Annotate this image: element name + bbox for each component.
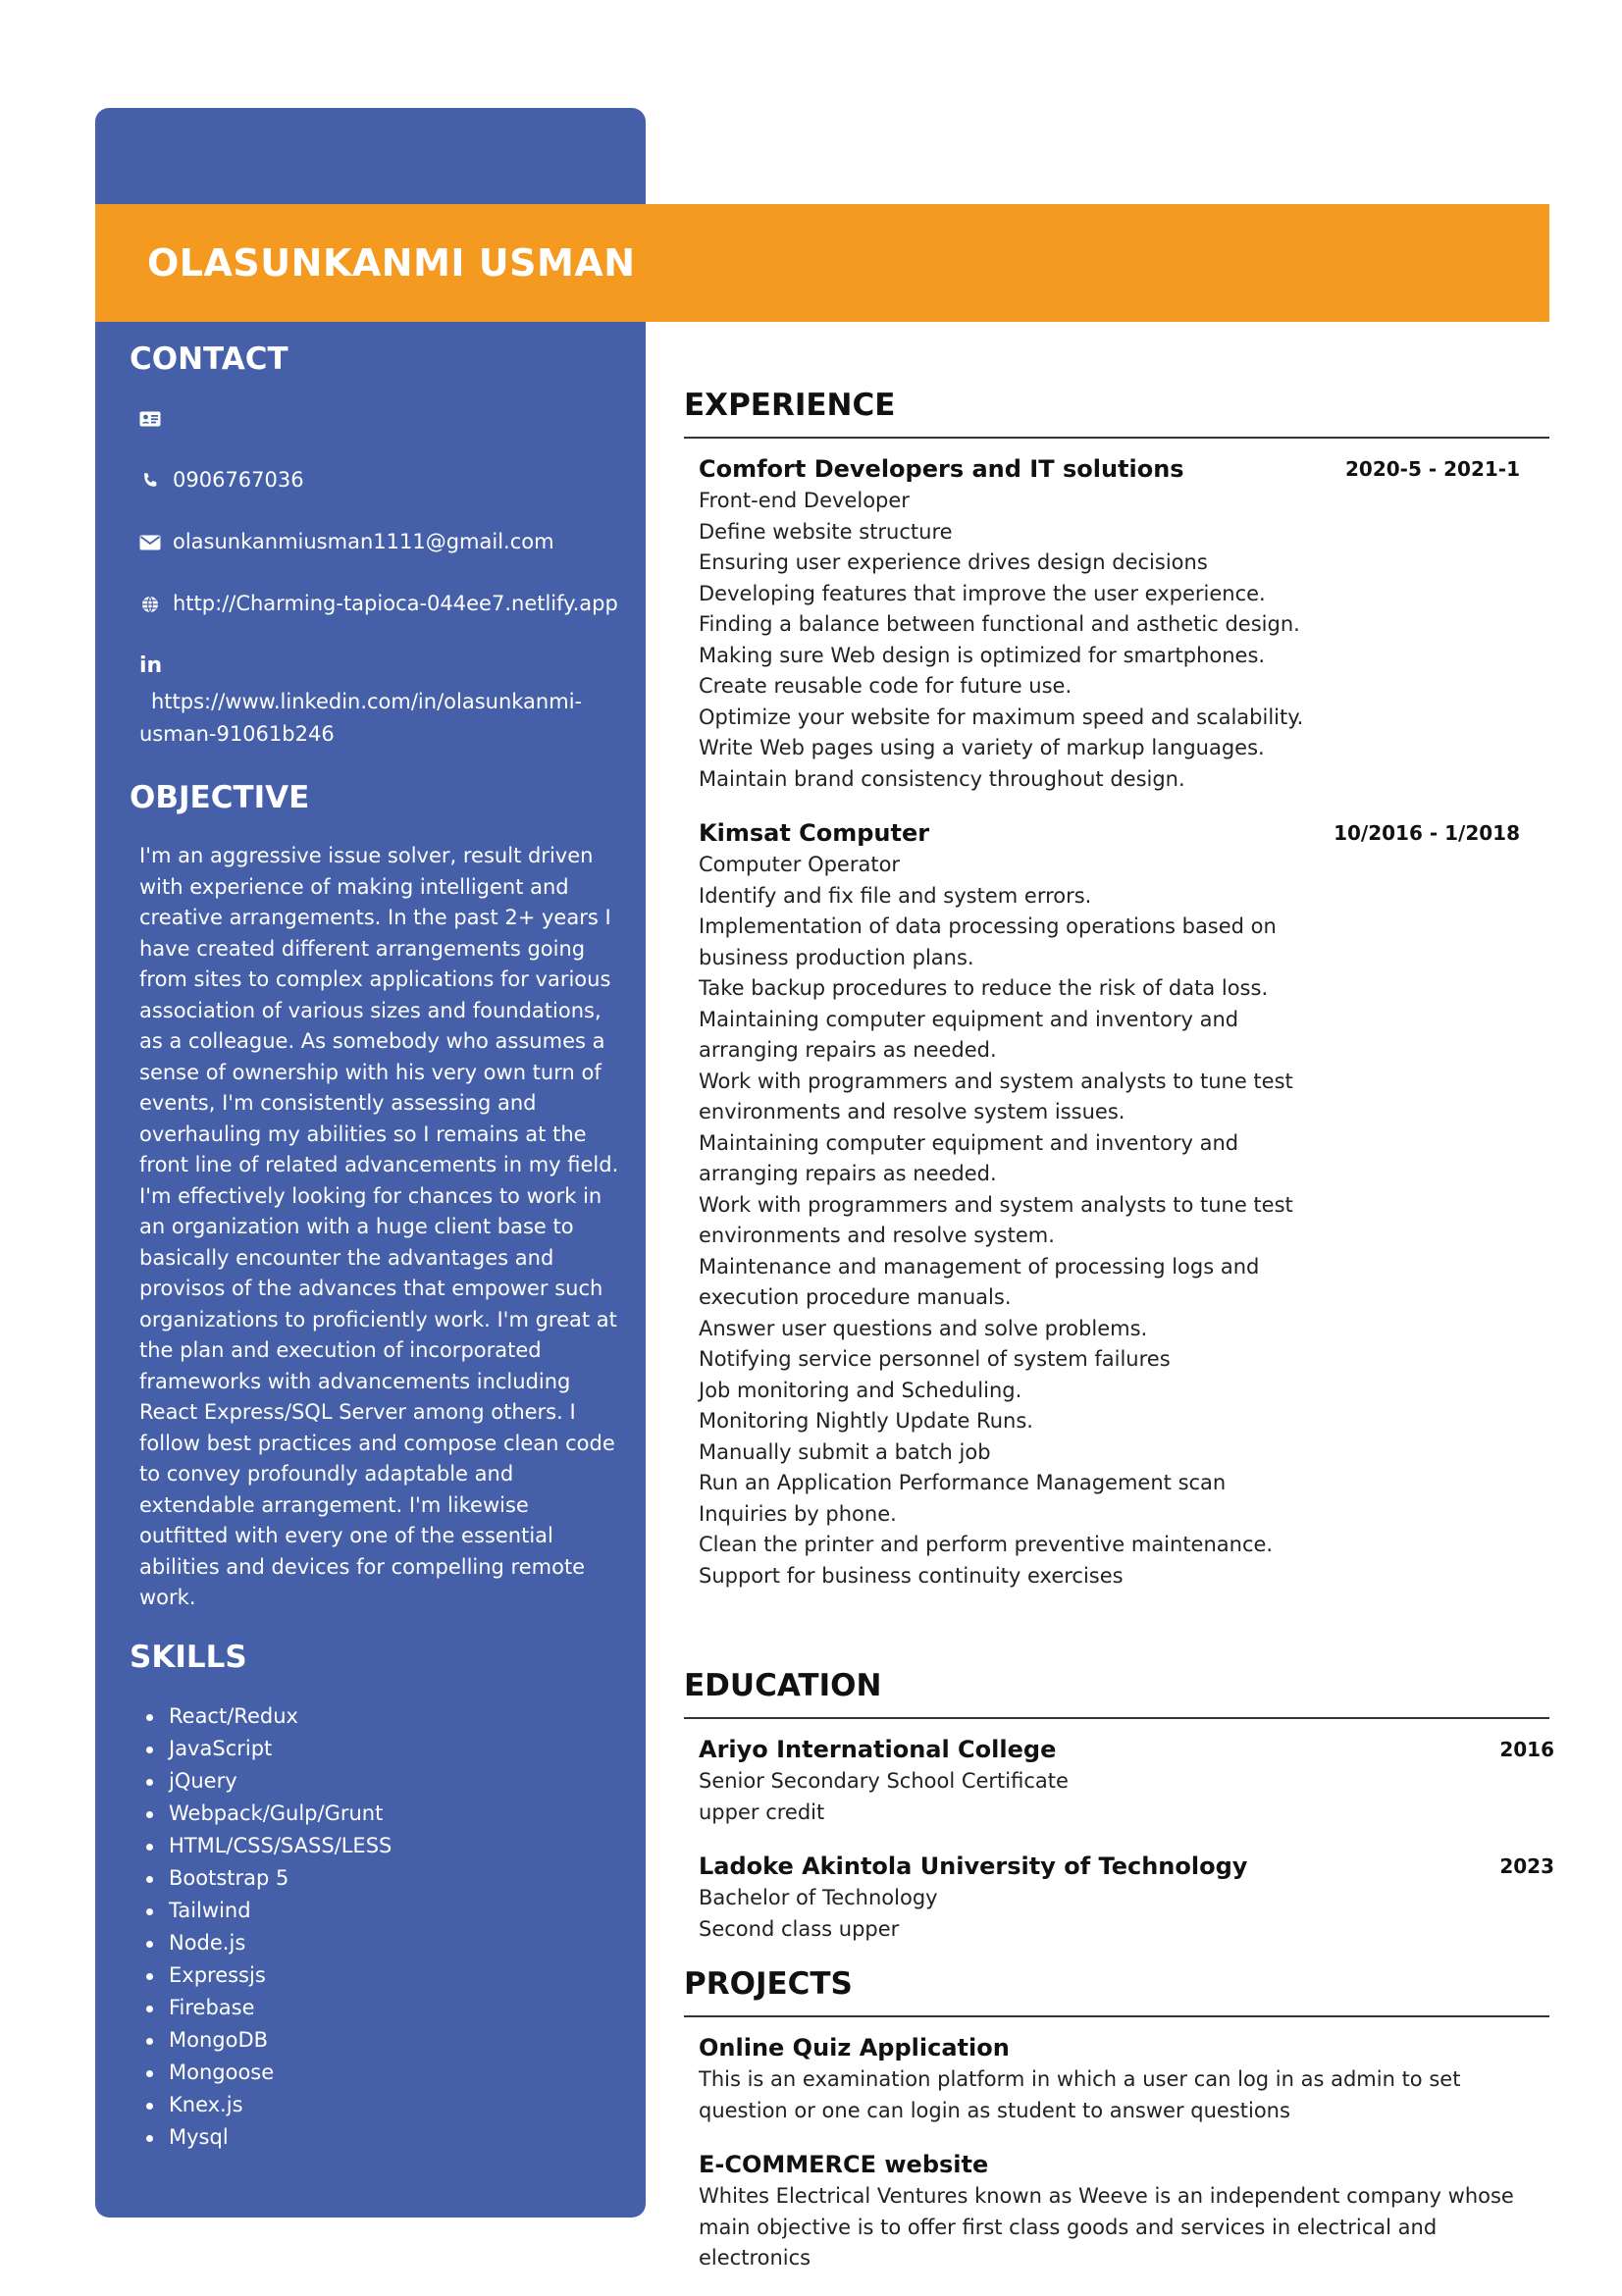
contact-linkedin xyxy=(139,650,620,751)
job-detail-line: Implementation of data processing operations based on business production plans. xyxy=(699,914,1277,969)
project-description: This is an examination platform in which a user can log in as admin to set question or one can login as student to answer questions xyxy=(699,2067,1461,2122)
skill-item: React/Redux xyxy=(139,1700,620,1733)
project-entry xyxy=(684,2031,1549,2126)
job-detail-line: Support for business continuity exercises xyxy=(699,1563,1124,1588)
job-detail-line: Maintenance and management of processing logs and execution procedure manuals. xyxy=(699,1254,1260,1309)
job-detail-line: Answer user questions and solve problems. xyxy=(699,1316,1148,1340)
email-address[interactable]: olasunkanmiusman1111@gmail.com xyxy=(173,530,554,553)
job-company: Comfort Developers and IT solutions xyxy=(699,455,1184,483)
job-detail-line: Notifying service personnel of system failures xyxy=(699,1347,1171,1371)
job-detail-line: Front-end Developer xyxy=(699,489,910,512)
project-title: Online Quiz Application xyxy=(699,2034,1010,2061)
skill-item: Firebase xyxy=(139,1992,620,2024)
experience-list xyxy=(684,452,1549,1592)
education-entry xyxy=(684,1850,1554,1945)
phone-icon xyxy=(139,464,161,496)
skill-item: HTML/CSS/SASS/LESS xyxy=(139,1830,620,1862)
job-detail-line: Inquiries by phone. xyxy=(699,1501,897,1526)
skill-item: Node.js xyxy=(139,1927,620,1959)
experience-entry xyxy=(684,816,1549,1592)
job-detail-line: Write Web pages using a variety of markup languages. xyxy=(699,736,1265,759)
main-content xyxy=(684,388,1554,2296)
education-detail-line: upper credit xyxy=(699,1800,825,1824)
skill-item: Expressjs xyxy=(139,1959,620,1992)
candidate-name: OLASUNKANMI USMAN xyxy=(147,241,636,285)
education-detail-line: Bachelor of Technology xyxy=(699,1886,938,1909)
globe-icon xyxy=(139,588,161,620)
job-detail-line: Developing features that improve the user experience. xyxy=(699,581,1266,605)
job-detail-line: Manually submit a batch job xyxy=(699,1439,991,1464)
job-date: 2020-5 - 2021-1 xyxy=(1345,457,1520,481)
website-link[interactable]: http://Charming-tapioca-044ee7.netlify.app xyxy=(173,592,618,615)
job-detail-line: Run an Application Performance Management scan xyxy=(699,1471,1227,1494)
job-detail-line: Maintain brand consistency throughout design. xyxy=(699,766,1185,791)
job-company: Kimsat Computer xyxy=(699,819,930,847)
education-school: Ladoke Akintola University of Technology xyxy=(699,1852,1248,1880)
skill-item: Webpack/Gulp/Grunt xyxy=(139,1798,620,1830)
projects-list xyxy=(684,2031,1549,2274)
education-entry xyxy=(684,1733,1554,1828)
contact-heading: CONTACT xyxy=(130,341,288,377)
job-detail-line: Work with programmers and system analysts to tune test environments and resolve system. xyxy=(699,1192,1293,1247)
job-detail-line: Clean the printer and perform preventive maintenance. xyxy=(699,1533,1274,1556)
education-detail-line: Senior Secondary School Certificate xyxy=(699,1769,1069,1793)
objective-heading: OBJECTIVE xyxy=(130,780,310,815)
job-detail-line: Job monitoring and Scheduling. xyxy=(699,1378,1022,1402)
education-heading: EDUCATION xyxy=(684,1668,1549,1719)
sidebar-content xyxy=(130,334,620,2154)
job-detail-line: Computer Operator xyxy=(699,853,901,876)
project-description: Whites Electrical Ventures known as Weeve is an independent company whose main objective is to offer first class goods and services in electrical and electronics xyxy=(699,2184,1514,2270)
education-list xyxy=(684,1733,1554,1945)
job-detail-line: Ensuring user experience drives design decisions xyxy=(699,550,1208,574)
projects-heading: PROJECTS xyxy=(684,1966,1549,2017)
experience-heading: EXPERIENCE xyxy=(684,388,1549,439)
linkedin-icon: in xyxy=(139,653,163,678)
id-card-icon xyxy=(139,402,161,435)
project-title: E-COMMERCE website xyxy=(699,2151,989,2178)
education-detail-line: Second class upper xyxy=(699,1916,900,1941)
contact-phone xyxy=(139,464,620,496)
job-detail-line: Optimize your website for maximum speed and scalability. xyxy=(699,704,1304,729)
job-detail-line: Work with programmers and system analysts to tune test environments and resolve system issues. xyxy=(699,1069,1293,1123)
education-year: 2023 xyxy=(1499,1854,1554,1878)
skills-list xyxy=(139,1700,620,2154)
job-date: 10/2016 - 1/2018 xyxy=(1334,821,1520,845)
job-detail-line: Finding a balance between functional and asthetic design. xyxy=(699,612,1300,636)
education-year: 2016 xyxy=(1499,1738,1554,1761)
job-detail-line: Making sure Web design is optimized for smartphones. xyxy=(699,643,1266,667)
contact-website xyxy=(139,588,620,620)
skill-item: jQuery xyxy=(139,1765,620,1798)
skill-item: Mongoose xyxy=(139,2057,620,2089)
job-detail-line: Maintaining computer equipment and inventory and arranging repairs as needed. xyxy=(699,1130,1239,1185)
contact-email xyxy=(139,526,620,558)
contact-id-card xyxy=(139,402,620,435)
job-detail-line: Monitoring Nightly Update Runs. xyxy=(699,1409,1033,1433)
education-school: Ariyo International College xyxy=(699,1736,1057,1763)
job-detail-line: Take backup procedures to reduce the risk of data loss. xyxy=(699,976,1269,1000)
skills-heading: SKILLS xyxy=(130,1639,247,1675)
envelope-icon xyxy=(139,526,161,558)
skill-item: Mysql xyxy=(139,2121,620,2154)
job-detail-line: Create reusable code for future use. xyxy=(699,674,1073,698)
skill-item: MongoDB xyxy=(139,2024,620,2057)
skill-item: JavaScript xyxy=(139,1733,620,1765)
job-detail-line: Define website structure xyxy=(699,519,953,544)
linkedin-link[interactable]: https://www.linkedin.com/in/olasunkanmi-usman-91061b246 xyxy=(139,690,583,746)
experience-entry xyxy=(684,452,1549,795)
skill-item: Bootstrap 5 xyxy=(139,1862,620,1895)
job-detail-line: Identify and fix file and system errors. xyxy=(699,883,1092,908)
objective-text: I'm an aggressive issue solver, result driven with experience of making intelligent and creative arrangements. In the past 2+ years I have created different arrangements going from sites to complex applications for various association of various sizes and foundations, as a colleague. As somebody who assumes a sense of ownership with his very own turn of events, I'm consistently assessing and overhauling my abilities so I remains at the front line of related advancements in my field. I'm effectively looking for chances to work in an organization with a huge client base to basically encounter the advantages and provisos of the advances that empower such organizations to proficiently work. I'm great at the plan and execution of incorporated frameworks with advancements including React Express/SQL Server among others. I follow best practices and compose clean code to convey profoundly adaptable and extendable arrangement. I'm likewise outfitted with every one of the essential abilities and devices for compelling remote work. xyxy=(139,844,619,1609)
skill-item: Knex.js xyxy=(139,2089,620,2121)
skill-item: Tailwind xyxy=(139,1895,620,1927)
project-entry xyxy=(684,2148,1549,2274)
job-detail-line: Maintaining computer equipment and inventory and arranging repairs as needed. xyxy=(699,1007,1239,1062)
phone-number[interactable]: 0906767036 xyxy=(173,468,304,492)
